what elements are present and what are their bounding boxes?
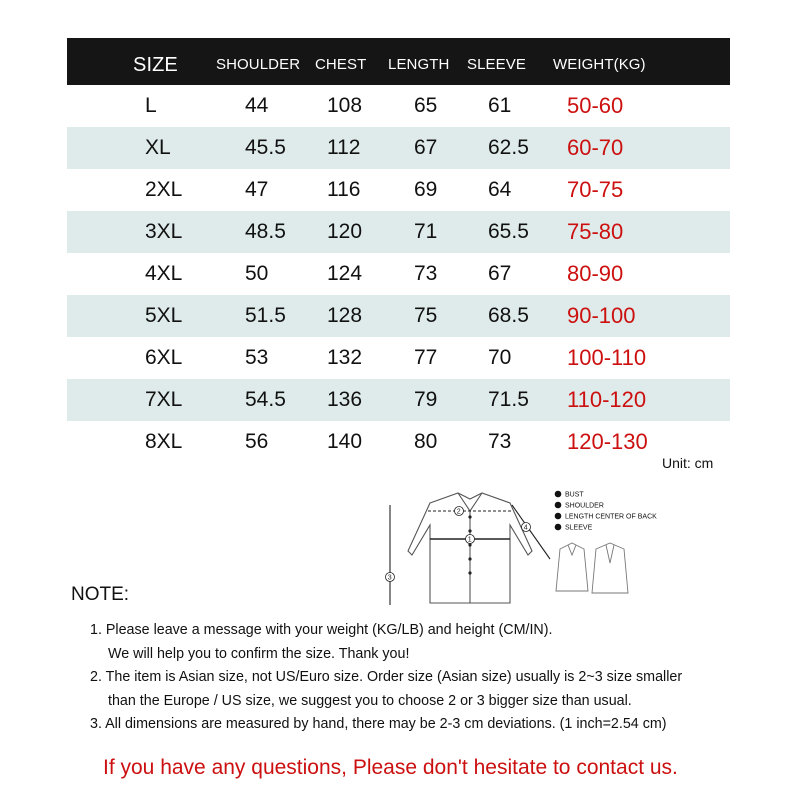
contact-message: If you have any questions, Please don't hesitate to contact us. (103, 756, 678, 779)
header-weight: WEIGHT(KG) (553, 56, 646, 73)
cell-length: 71 (414, 220, 438, 243)
header-size: SIZE (133, 54, 178, 76)
cell-shoulder: 54.5 (245, 388, 286, 411)
size-chart-header (67, 38, 730, 85)
cell-shoulder: 51.5 (245, 304, 286, 327)
table-row (67, 211, 730, 253)
cell-weight: 75-80 (567, 219, 624, 244)
cell-chest: 112 (327, 136, 361, 159)
note-item: than the Europe / US size, we suggest you to choose 2 or 3 bigger size than usual. (108, 692, 632, 709)
cell-weight: 80-90 (567, 261, 624, 286)
table-row (67, 127, 730, 169)
cell-chest: 120 (327, 220, 363, 243)
cell-length: 69 (414, 178, 438, 201)
table-row (67, 337, 730, 379)
cell-size: 5XL (145, 304, 183, 327)
cell-length: 75 (414, 304, 438, 327)
cell-chest: 128 (327, 304, 363, 327)
cell-chest: 140 (327, 430, 363, 453)
cell-length: 80 (414, 430, 438, 453)
cell-sleeve: 61 (488, 94, 512, 117)
cell-length: 65 (414, 94, 438, 117)
note-item: 2. The item is Asian size, not US/Euro size. Order size (Asian size) usually is 2~3 size smaller (90, 669, 683, 685)
cell-weight: 60-70 (567, 135, 624, 160)
cell-size: XL (145, 136, 171, 159)
cell-shoulder: 44 (245, 94, 269, 117)
cell-length: 73 (414, 262, 438, 285)
cell-sleeve: 62.5 (488, 136, 529, 159)
note-item: We will help you to confirm the size. Thank you! (108, 645, 410, 662)
legend-shoulder: SHOULDER (565, 502, 604, 510)
cell-shoulder: 53 (245, 346, 269, 369)
header-length: LENGTH (388, 56, 450, 73)
cell-shoulder: 50 (245, 262, 269, 285)
table-row (67, 85, 730, 127)
cell-size: 8XL (145, 430, 183, 453)
cell-size: L (145, 94, 157, 117)
cell-size: 7XL (145, 388, 183, 411)
cell-weight: 90-100 (567, 303, 636, 328)
cell-sleeve: 67 (488, 262, 512, 285)
cell-weight: 100-110 (567, 345, 647, 370)
unit-label: Unit: cm (662, 455, 714, 471)
cell-length: 77 (414, 346, 438, 369)
notes-list (90, 619, 682, 737)
table-row (67, 295, 730, 337)
cell-chest: 124 (327, 262, 363, 285)
blazer-thumbnail-icon (592, 543, 628, 593)
header-chest: CHEST (315, 56, 367, 73)
note-title: NOTE: (71, 584, 130, 605)
header-sleeve: SLEEVE (467, 56, 526, 73)
shirt-measurement-diagram (378, 485, 657, 610)
cell-sleeve: 70 (488, 346, 512, 369)
legend-sleeve: SLEEVE (565, 524, 593, 532)
cell-weight: 50-60 (567, 93, 624, 118)
note-item: 1. Please leave a message with your weight (KG/LB) and height (CM/IN). (90, 622, 553, 638)
note-item: 3. All dimensions are measured by hand, there may be 2-3 cm deviations. (1 inch=2.54 cm) (90, 716, 667, 732)
size-chart-table (67, 38, 730, 463)
cell-sleeve: 71.5 (488, 388, 529, 411)
cell-sleeve: 68.5 (488, 304, 529, 327)
table-row (67, 421, 730, 463)
cell-chest: 132 (327, 346, 363, 369)
cell-sleeve: 65.5 (488, 220, 529, 243)
cell-chest: 108 (327, 94, 363, 117)
cell-size: 3XL (145, 220, 183, 243)
cell-sleeve: 64 (488, 178, 512, 201)
cell-weight: 70-75 (567, 177, 624, 202)
diagram-marker-3: 3 (387, 574, 392, 582)
jacket-thumbnail-icon (556, 543, 588, 591)
cell-weight: 110-120 (567, 387, 647, 412)
header-shoulder: SHOULDER (216, 56, 301, 73)
cell-size: 4XL (145, 262, 183, 285)
table-row (67, 169, 730, 211)
cell-length: 67 (414, 136, 438, 159)
cell-chest: 116 (327, 178, 361, 201)
diagram-marker-2: 2 (456, 508, 461, 516)
legend-length: LENGTH CENTER OF BACK (565, 513, 657, 521)
diagram-marker-1: 1 (467, 536, 472, 544)
cell-shoulder: 56 (245, 430, 269, 453)
cell-size: 6XL (145, 346, 183, 369)
table-row (67, 253, 730, 295)
cell-weight: 120-130 (567, 429, 648, 454)
table-row (67, 379, 730, 421)
cell-shoulder: 48.5 (245, 220, 286, 243)
legend-bust: BUST (565, 491, 584, 499)
cell-shoulder: 47 (245, 178, 269, 201)
cell-size: 2XL (145, 178, 183, 201)
cell-shoulder: 45.5 (245, 136, 286, 159)
cell-sleeve: 73 (488, 430, 512, 453)
cell-chest: 136 (327, 388, 363, 411)
diagram-marker-4: 4 (523, 524, 528, 532)
cell-length: 79 (414, 388, 438, 411)
